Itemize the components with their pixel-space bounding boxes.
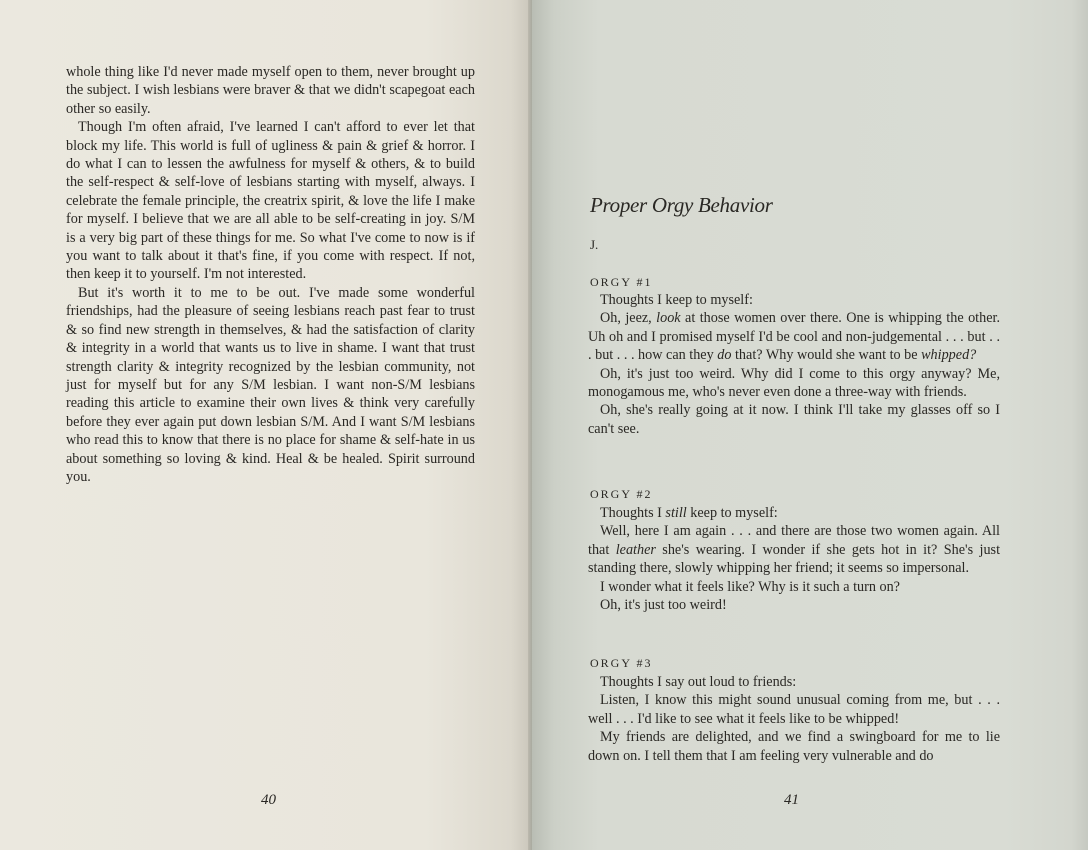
chapter-title: Proper Orgy Behavior — [590, 193, 773, 217]
paragraph: Oh, jeez, look at those women over there. One is whipping the other. Uh oh and I promised myself I'd be cool and non-judgemental . . . but . . . but . . . how can they do that? Why would she want to be whipped? — [588, 310, 1000, 364]
author-initial: J. — [590, 237, 599, 252]
paragraph: Oh, she's really going at it now. I think I'll take my glasses off so I can't see. — [588, 402, 1000, 437]
paragraph: I wonder what it feels like? Why is it such a turn on? — [600, 578, 900, 595]
paragraph: Oh, it's just too weird. Why did I come to this orgy anyway? Me, monogamous me, who's never even done a three-way with friends. — [588, 365, 1000, 401]
page-number-left: 40 — [261, 792, 276, 808]
section-label-orgy-3: ORGY #3 — [590, 656, 653, 670]
paragraph: Thoughts I keep to myself: — [600, 292, 753, 308]
paragraph: Thoughts I say out loud to friends: — [600, 674, 797, 690]
page-number-right: 41 — [784, 792, 799, 808]
paragraph: Oh, it's just too weird! — [600, 597, 727, 614]
paragraph: Well, here I am again . . . and there are those two women again. All that leather she's wearing. I wonder if she gets hot in it? She's just standing there, slowly whipping her friend; it seems so impersonal. — [588, 523, 1001, 577]
paragraph: My friends are delighted, and we find a swingboard for me to lie down on. I tell them that I am feeling very vulnerable and do — [588, 729, 1000, 764]
paragraph: Thoughts I still keep to myself: — [600, 505, 778, 521]
left-page-body — [66, 63, 475, 486]
section-label-orgy-2: ORGY #2 — [590, 487, 653, 501]
paragraph: Listen, I know this might sound unusual coming from me, but . . . well . . . I'd like to see what it feels like to be whipped! — [588, 692, 1000, 727]
orgy-3-body — [588, 673, 1000, 765]
paragraph: Though I'm often afraid, I've learned I can't afford to ever let that block my life. This world is full of ugliness & pain & grief & horror. I do what I can to lessen the awfulness for myself & others, & to build the self-respect & self-love of lesbians starting with myself, always. I celebrate the female principle, the creatrix spirit, & love the life I make for myself. I believe that we are all able to be self-creating in joy. S/M is a very big part of these things for me. So what I've come to now is if you want to talk about it that's fine, if you come with respect. If not, then keep it to yourself. I'm not interested. — [66, 119, 475, 283]
orgy-2-body — [588, 504, 1000, 614]
section-label-orgy-1: ORGY #1 — [590, 275, 653, 289]
paragraph: whole thing like I'd never made myself open to them, never brought up the subject. I wish lesbians were braver & that we didn't scapegoat each other so easily. — [66, 64, 475, 117]
orgy-1-body — [588, 291, 1000, 438]
left-page — [0, 0, 532, 850]
paragraph: But it's worth it to me to be out. I've made some wonderful friendships, had the pleasure of seeing lesbians reach past fear to trust & so find new strength in themselves, & had the satisfaction of clarity & integrity in a world that wants us to live in shame. I want that trust strength clarity & integrity recognized by the lesbian community, not just for myself but for any S/M lesbian. I want non-S/M lesbians reading this article to examine their own lives & think very carefully before they ever again put down lesbian S/M. And I want S/M lesbians who read this to know that there is no place for shame & self-hate in us about something so loving & kind. Heal & be healed. Spirit surround you. — [66, 284, 475, 485]
